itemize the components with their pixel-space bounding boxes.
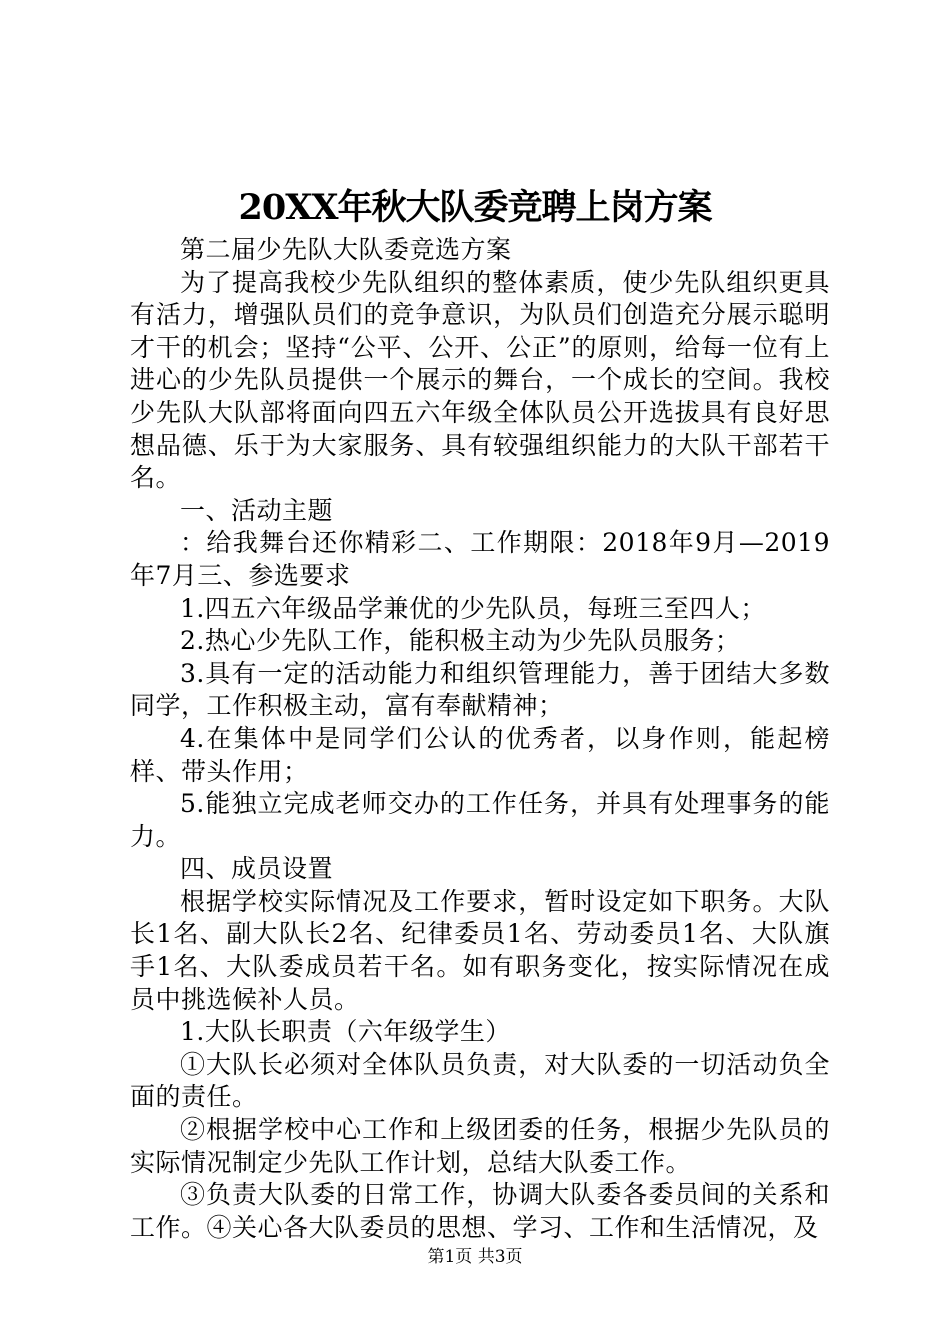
duty-item-3: ③负责大队委的日常工作，协调大队委各委员间的关系和工作。④关心各大队委员的思想、学习、工作和生活情况，及	[130, 1180, 830, 1242]
document-title: 20XX年秋大队委竞聘上岗方案	[238, 187, 712, 228]
page-footer: 第1页 共3页	[427, 1247, 523, 1267]
document-body	[130, 234, 830, 1244]
requirement-item-5: 5.能独立完成老师交办的工作任务，并具有处理事务的能力。	[130, 789, 830, 851]
paragraph-intro: 为了提高我校少先队组织的整体素质，使少先队组织更具有活力，增强队员们的竞争意识，为队员们创造充分展示聪明才干的机会；坚持“公平、公开、公正”的原则，给每一位有上进心的少先队员提供一个展示的舞台，一个成长的空间。我校少先队大队部将面向四五六年级全体队员公开选拔具有良好思想品德、乐于为大家服务、具有较强组织能力的大队干部若干名。	[130, 267, 830, 493]
requirement-item-1: 1.四五六年级品学兼优的少先队员，每班三至四人；	[180, 593, 766, 623]
heading-member-setup: 四、成员设置	[180, 854, 334, 884]
heading-captain-duties: 1.大队长职责（六年级学生）	[180, 1017, 511, 1047]
requirement-item-2: 2.热心少先队工作，能积极主动为少先队员服务；	[180, 626, 741, 656]
paragraph-subtitle: 第二届少先队大队委竞选方案	[180, 235, 512, 264]
paragraph-positions: 根据学校实际情况及工作要求，暂时设定如下职务。大队长1名、副大队长2名、纪律委员1名、劳动委员1名、大队旗手1名、大队委成员若干名。如有职务变化，按实际情况在成员中挑选候补人员。	[130, 886, 830, 1014]
duty-item-2: ②根据学校中心工作和上级团委的任务，根据少先队员的实际情况制定少先队工作计划，总结大队委工作。	[130, 1115, 830, 1177]
requirement-item-3: 3.具有一定的活动能力和组织管理能力，善于团结大多数同学，工作积极主动，富有奉献精神；	[130, 658, 830, 721]
duty-item-1: ①大队长必须对全体队员负责，对大队委的一切活动负全面的责任。	[130, 1049, 830, 1112]
heading-activity-theme: 一、活动主题	[180, 495, 334, 525]
requirement-item-4: 4.在集体中是同学们公认的优秀者，以身作则，能起榜样、带头作用；	[130, 723, 830, 786]
paragraph-theme-period: ：给我舞台还你精彩二、工作期限：2018年9月—2019年7月三、参选要求	[130, 528, 830, 590]
